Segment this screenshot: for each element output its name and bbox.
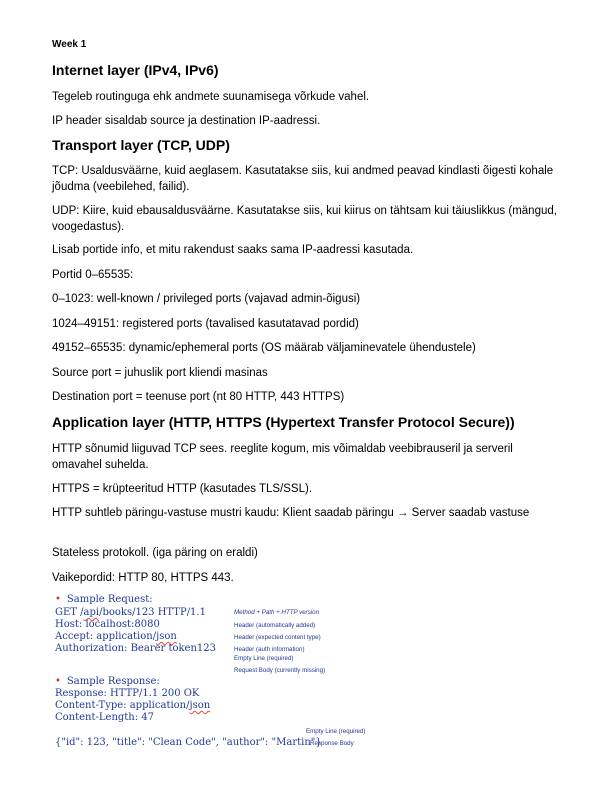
response-line-2: Content-Type: application/json — [55, 700, 211, 711]
internet-paragraph-1: Tegeleb routinguga ehk andmete suunamisega võrkude vahel. — [52, 91, 370, 103]
request-line-1: GET /api/books/123 HTTP/1.1 — [55, 607, 206, 618]
request-annotation-6: Request Body (currently missing) — [234, 667, 326, 674]
http-paragraph: HTTP sõnumid liiguvad TCP sees. reeglite kogum, mis võimaldab veebibrauseril ja serveril omavahel suhelda. — [52, 443, 513, 471]
response-annotation-2: Response Body — [310, 740, 354, 747]
destination-port-paragraph: Destination port = teenuse port (nt 80 HTTP, 443 HTTPS) — [52, 391, 345, 403]
sample-response-title: • Sample Response: — [55, 676, 160, 687]
request-line-4: Authorization: Bearer token123 — [55, 643, 217, 654]
bullet-icon: • — [55, 594, 61, 605]
udp-paragraph: UDP: Kiire, kuid ebausaldusväärne. Kasutatakse siis, kui kiirus on tähtsam kui täiuslikkus (mängud, voogedastus). — [52, 205, 557, 233]
request-response-paragraph: HTTP suhtleb päringu-vastuse mustri kaudu: Klient saadab päringu → Server saadab vastuse — [52, 507, 530, 519]
bullet-icon: • — [55, 676, 61, 687]
heading-internet-layer: Internet layer (IPv4, IPv6) — [52, 62, 219, 78]
wellknown-ports-paragraph: 0–1023: well-known / privileged ports (vajavad admin-õigusi) — [52, 293, 361, 305]
request-annotation-3: Header (expected content type) — [234, 634, 321, 641]
internet-paragraph-2: IP header sisaldab source ja destination IP-aadressi. — [52, 115, 321, 127]
tcp-paragraph: TCP: Usaldusväärne, kuid aeglasem. Kasutatakse siis, kui andmed peavad kindlasti õigesti kohale jõudma (veebilehed, failid). — [52, 165, 554, 193]
response-line-3: Content-Length: 47 — [55, 712, 155, 723]
request-annotation-5: Empty Line (required) — [234, 655, 294, 662]
response-line-1: Response: HTTP/1.1 200 OK — [55, 688, 200, 699]
response-annotation-1: Empty Line (required) — [306, 728, 366, 735]
request-line-3: Accept: application/json — [55, 631, 177, 642]
source-port-paragraph: Source port = juhuslik port kliendi masinas — [52, 367, 268, 379]
heading-application-layer: Application layer (HTTP, HTTPS (Hypertext Transfer Protocol Secure)) — [52, 414, 515, 430]
sample-request-title: • Sample Request: — [55, 594, 153, 605]
request-annotation-4: Header (auth information) — [234, 646, 305, 653]
heading-transport-layer: Transport layer (TCP, UDP) — [52, 137, 230, 153]
https-paragraph: HTTPS = krüpteeritud HTTP (kasutades TLS/SSL). — [52, 483, 313, 495]
week-label: Week 1 — [52, 39, 87, 50]
request-line-2: Host: localhost:8080 — [55, 619, 160, 630]
registered-ports-paragraph: 1024–49151: registered ports (tavalised kasutatavad pordid) — [52, 318, 359, 330]
dynamic-ports-paragraph: 49152–65535: dynamic/ephemeral ports (OS määrab väljaminevatele ühendustele) — [52, 342, 476, 354]
response-body: {"id": 123, "title": "Clean Code", "author": "Martin"} — [55, 737, 322, 748]
request-annotation-1: Method + Path + HTTP version — [234, 609, 320, 616]
default-ports-paragraph: Vaikepordid: HTTP 80, HTTPS 443. — [52, 572, 234, 584]
ports-range-paragraph: Portid 0–65535: — [52, 269, 134, 281]
stateless-paragraph: Stateless protokoll. (iga päring on eraldi) — [52, 547, 258, 559]
request-annotation-2: Header (automatically added) — [234, 622, 316, 629]
ports-info-paragraph: Lisab portide info, et mitu rakendust saaks sama IP-aadressi kasutada. — [52, 244, 414, 256]
